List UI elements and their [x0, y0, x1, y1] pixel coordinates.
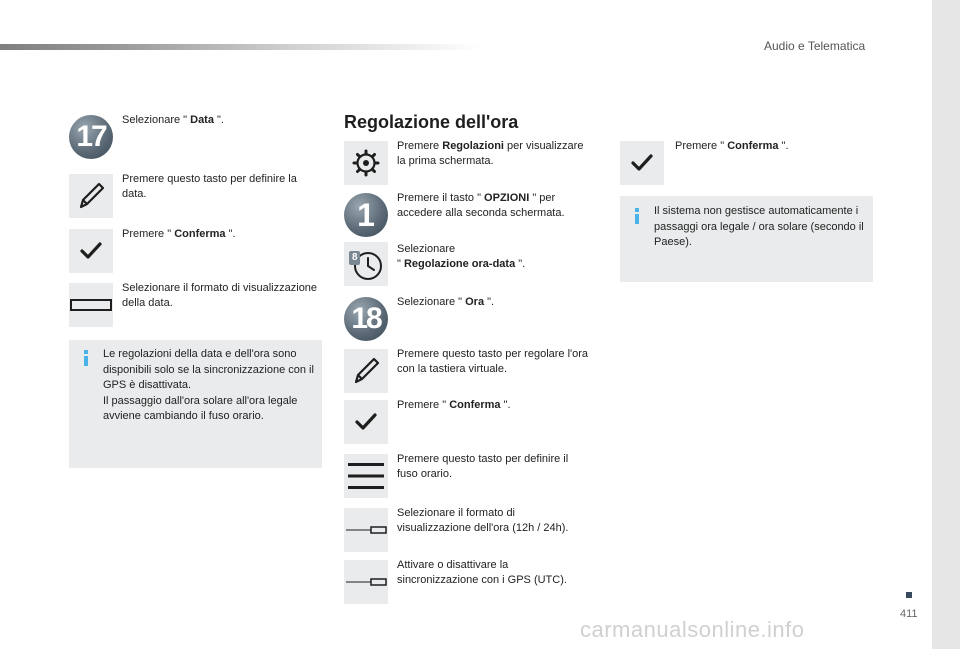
- step-17-text: Selezionare " Data ".: [122, 114, 224, 126]
- clock-icon: [346, 244, 386, 284]
- confirm-right-button-tile[interactable]: [620, 141, 664, 185]
- section-title: Audio e Telematica: [764, 39, 866, 53]
- confirm-right-text: Premere " Conferma ".: [675, 140, 789, 152]
- confirm-time-text: Premere " Conferma ".: [397, 399, 511, 411]
- step-badge-1: 1: [344, 193, 388, 237]
- toggle-icon: [345, 525, 387, 535]
- time-format-tile[interactable]: [344, 508, 388, 552]
- menu-icon: [347, 461, 385, 491]
- step-badge-17: 17: [69, 115, 113, 159]
- timezone-button-tile[interactable]: [344, 454, 388, 498]
- step-18-text: Selezionare " Ora ".: [397, 296, 495, 308]
- info-dst-text: Il sistema non gestisce automaticamente i passaggi ora legale / ora solare (secondo il Paese).: [654, 205, 864, 248]
- page-number: 411: [900, 608, 918, 620]
- watermark: carmanualsonline.info: [580, 617, 805, 642]
- pencil-icon: [73, 178, 109, 214]
- selection-bar-icon: [70, 298, 112, 312]
- clock-button-tile[interactable]: [344, 242, 388, 286]
- section-heading: Regolazione dell'ora: [344, 112, 519, 132]
- pencil-button-tile[interactable]: [69, 174, 113, 218]
- gps-sync-tile[interactable]: [344, 560, 388, 604]
- clock-badge-number: 8: [352, 252, 358, 263]
- step-1-text: Premere il tasto " OPZIONI " per accedere alla seconda schermata.: [397, 192, 565, 219]
- gear-icon: [352, 149, 380, 177]
- info-date-text: Le regolazioni della data e dell'ora sono disponibili solo se la sincronizzazione con il GPS è disattivata. Il passaggio dall'ora solare all'ora legale avviene cambiando il fuso orario.: [103, 348, 314, 422]
- toggle-icon: [345, 577, 387, 587]
- settings-button-tile[interactable]: [344, 141, 388, 185]
- gps-sync-text: Attivare o disattivare la sincronizzazione con i GPS (UTC).: [397, 559, 567, 586]
- confirm-time-button-tile[interactable]: [344, 400, 388, 444]
- header-gradient-bar: [0, 44, 480, 50]
- info-icon: [83, 350, 89, 366]
- info-icon: [634, 208, 640, 224]
- info-box-date: [69, 340, 322, 468]
- timezone-text: Premere questo tasto per definire il fuso orario.: [397, 453, 569, 480]
- side-margin-strip: [932, 0, 960, 649]
- page-marker: [906, 592, 912, 598]
- settings-text: Premere Regolazioni per visualizzare la prima schermata.: [397, 140, 584, 167]
- pencil-time-button-tile[interactable]: [344, 349, 388, 393]
- checkmark-icon: [630, 151, 654, 175]
- pencil-icon: [348, 353, 384, 389]
- date-format-text: Selezionare il formato di visualizzazione della data.: [122, 282, 318, 309]
- confirm-button-tile[interactable]: [69, 229, 113, 273]
- pencil-date-text: Premere questo tasto per definire la data.: [122, 173, 297, 200]
- step-badge-18: 18: [344, 297, 388, 341]
- confirm-text: Premere " Conferma ".: [122, 228, 236, 240]
- clock-text: Selezionare " Regolazione ora-data ".: [397, 243, 526, 270]
- date-format-tile[interactable]: [69, 283, 113, 327]
- checkmark-icon: [354, 410, 378, 434]
- info-box-dst: [620, 196, 873, 282]
- pencil-time-text: Premere questo tasto per regolare l'ora con la tastiera virtuale.: [397, 348, 589, 375]
- checkmark-icon: [79, 239, 103, 263]
- time-format-text: Selezionare il formato di visualizzazione dell'ora (12h / 24h).: [397, 507, 569, 534]
